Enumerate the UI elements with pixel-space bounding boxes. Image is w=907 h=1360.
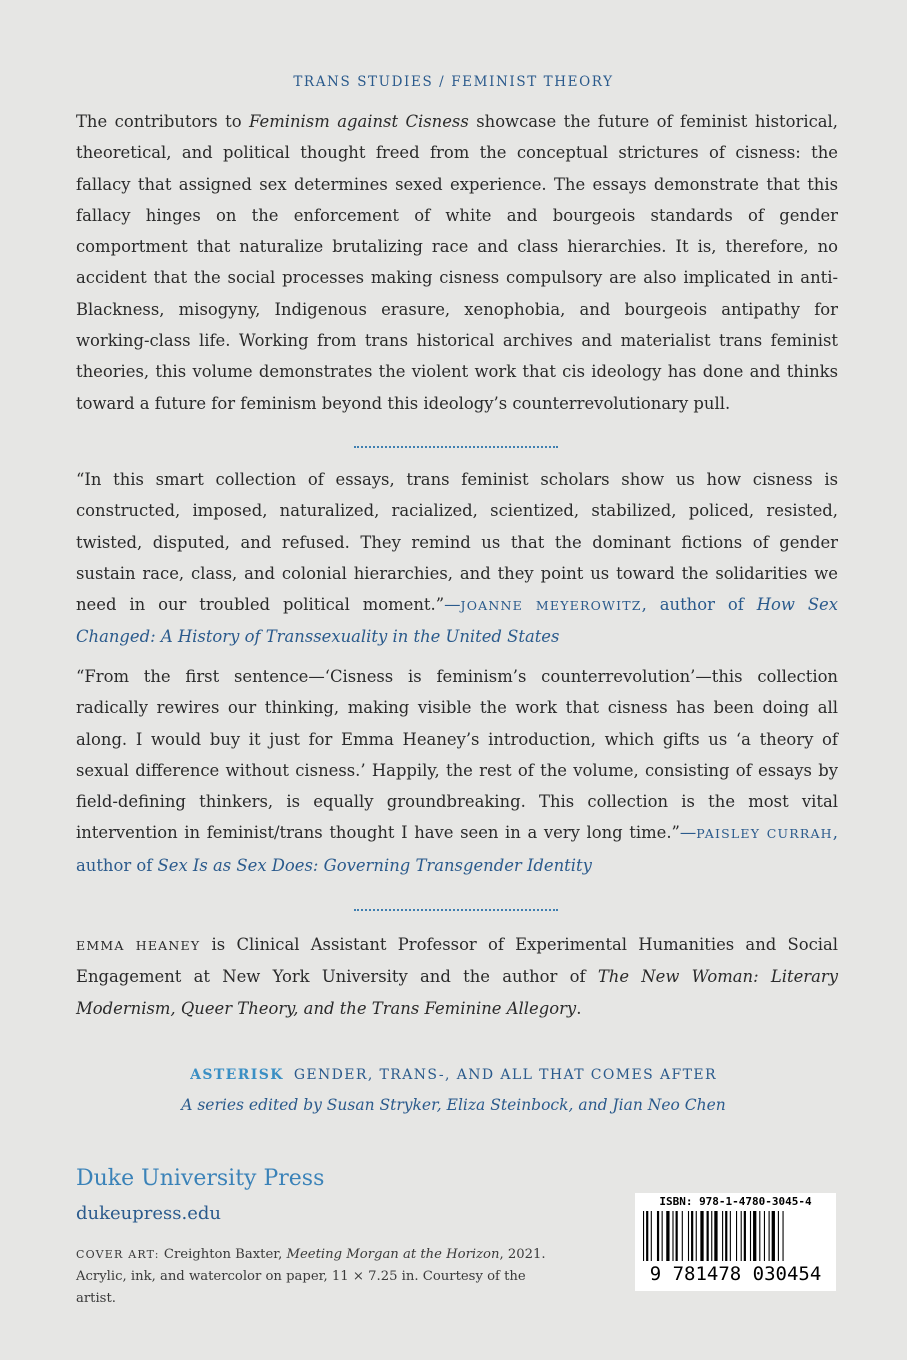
barcode-bar [764, 1211, 765, 1261]
barcode-bar [783, 1211, 784, 1261]
barcode-bar [744, 1211, 746, 1261]
barcode-bars [641, 1211, 830, 1269]
dotted-divider [354, 446, 558, 448]
barcode-bar [722, 1211, 723, 1261]
barcode-bar [769, 1211, 770, 1261]
endorser-name: JOANNE MEYEROWITZ [460, 598, 642, 614]
cover-art-details: , 2021. Acrylic, ink, and watercolor on paper, 11 × 7.25 in. Courtesy of the artist. [76, 1247, 546, 1306]
isbn-label: ISBN: 978-1-4780-3045-4 [659, 1195, 812, 1208]
barcode-bar [666, 1211, 669, 1261]
barcode-bar [750, 1211, 751, 1261]
endorsement-quote: “In this smart collection of essays, trans feminist scholars show us how cisness is constructed, imposed, naturalized, racialized, scientized, stabilized, policed, resisted, twisted, disputed, and refused. They remind us that the dominant fictions of gender sustain race, class, and colonial hierarchies, and they point us toward the solidarities we need in our troubled political moment.” [76, 470, 838, 615]
barcode-bar [688, 1211, 689, 1261]
barcode-bar [736, 1211, 737, 1261]
barcode-bar [696, 1211, 697, 1261]
barcode-bar [711, 1211, 712, 1261]
endorsement-dash: — [679, 823, 697, 843]
barcode-bar [676, 1211, 678, 1261]
bio-text: is Clinical Assistant Professor of Experimental Humanities and Social Engagement at New York University and the author of [76, 935, 839, 987]
endorser-author-of: , author of [76, 823, 838, 875]
editor-book: The New Woman: Literary Modernism, Queer Theory, and the Trans Feminine Allegory [76, 967, 838, 1018]
dotted-divider [354, 909, 558, 911]
cover-art-credit [76, 1244, 556, 1310]
book-title: Feminism against Cisness [249, 112, 469, 131]
blurb-rest: showcase the future of feminist historical, theoretical, and political thought freed from the conceptual strictures of cisness: the fallacy that assigned sex determines sexed experience. The essays demonstrate that this fallacy hinges on the enforcement of white and bourgeois standards of gender comportment that naturalize brutalizing race and class hierarchies. It is, therefore, no accident that the social processes making cisness compulsory are also implicated in anti-Blackness, misogyny, Indigenous erasure, xenophobia, and bourgeois antipathy for working-class life. Working from trans historical archives and materialist trans feminist theories, this volume demonstrates the violent work that cis ideology has done and thinks toward a future for feminism beyond this ideology’s counterrevolutionary pull. [76, 112, 838, 413]
category-label: TRANS STUDIES / FEMINIST THEORY [293, 74, 614, 90]
bio-end: . [576, 998, 582, 1018]
barcode-bar [772, 1211, 775, 1261]
endorser-name: PAISLEY CURRAH [696, 826, 833, 842]
endorser-book: Sex Is as Sex Does: Governing Transgender Identity [157, 855, 592, 875]
barcode-bar [682, 1211, 683, 1261]
endorser-book: How Sex Changed: A History of Transsexuality in the United States [76, 595, 838, 647]
barcode-bar [662, 1211, 663, 1261]
barcode-bar [657, 1211, 659, 1261]
barcode-bar [707, 1211, 709, 1261]
book-description [76, 106, 838, 419]
series-editors: A series edited by Susan Stryker, Eliza Steinbock, and Jian Neo Chen [181, 1096, 726, 1114]
barcode-bar [646, 1211, 648, 1261]
barcode-bar [725, 1211, 727, 1261]
editor-name: EMMA HEANEY [76, 938, 201, 953]
barcode-bar [700, 1211, 703, 1261]
barcode-bar [741, 1211, 742, 1261]
cover-art-artist: Creighton Baxter, [159, 1247, 287, 1262]
endorsement [76, 661, 838, 881]
barcode-bar [753, 1211, 756, 1261]
barcode-bar [672, 1211, 673, 1261]
cover-art-title: Meeting Morgan at the Horizon [286, 1247, 500, 1262]
endorsement-quote: “From the first sentence—‘Cisness is feminism’s counterrevolution’—this collection radically rewires our thinking, making visible the work that cisness has been doing all along. I would buy it just for Emma Heaney’s introduction, which gifts us ‘a theory of sexual difference without cisness.’ Happily, the rest of the volume, consisting of essays by field-defining thinkers, is equally groundbreaking. This collection is the most vital intervention in feminist/trans thought I have seen in a very long time.” [76, 667, 838, 843]
barcode-bar [643, 1211, 644, 1261]
series-name: ASTERISK [190, 1067, 284, 1083]
barcode-bar [691, 1211, 693, 1261]
series-subtitle: GENDER, TRANS-, AND ALL THAT COMES AFTER [293, 1067, 717, 1083]
editor-bio [76, 929, 838, 1024]
barcode-bar [730, 1211, 731, 1261]
endorsement [76, 464, 838, 653]
barcode-bar [759, 1211, 760, 1261]
publisher-name: Duke University Press [76, 1166, 325, 1191]
series-title [0, 1067, 907, 1083]
cover-art-label: COVER ART: [76, 1248, 160, 1261]
blurb-intro: The contributors to [76, 112, 250, 131]
barcode-bar [651, 1211, 652, 1261]
barcode-bar [778, 1211, 779, 1261]
publisher-url[interactable]: dukeupress.edu [76, 1203, 222, 1224]
barcode-number: 9 781478 030454 [649, 1263, 822, 1285]
barcode-bar [714, 1211, 717, 1261]
endorser-author-of: , author of [641, 595, 757, 615]
isbn-barcode [635, 1193, 836, 1291]
endorsement-dash: — [444, 595, 461, 615]
